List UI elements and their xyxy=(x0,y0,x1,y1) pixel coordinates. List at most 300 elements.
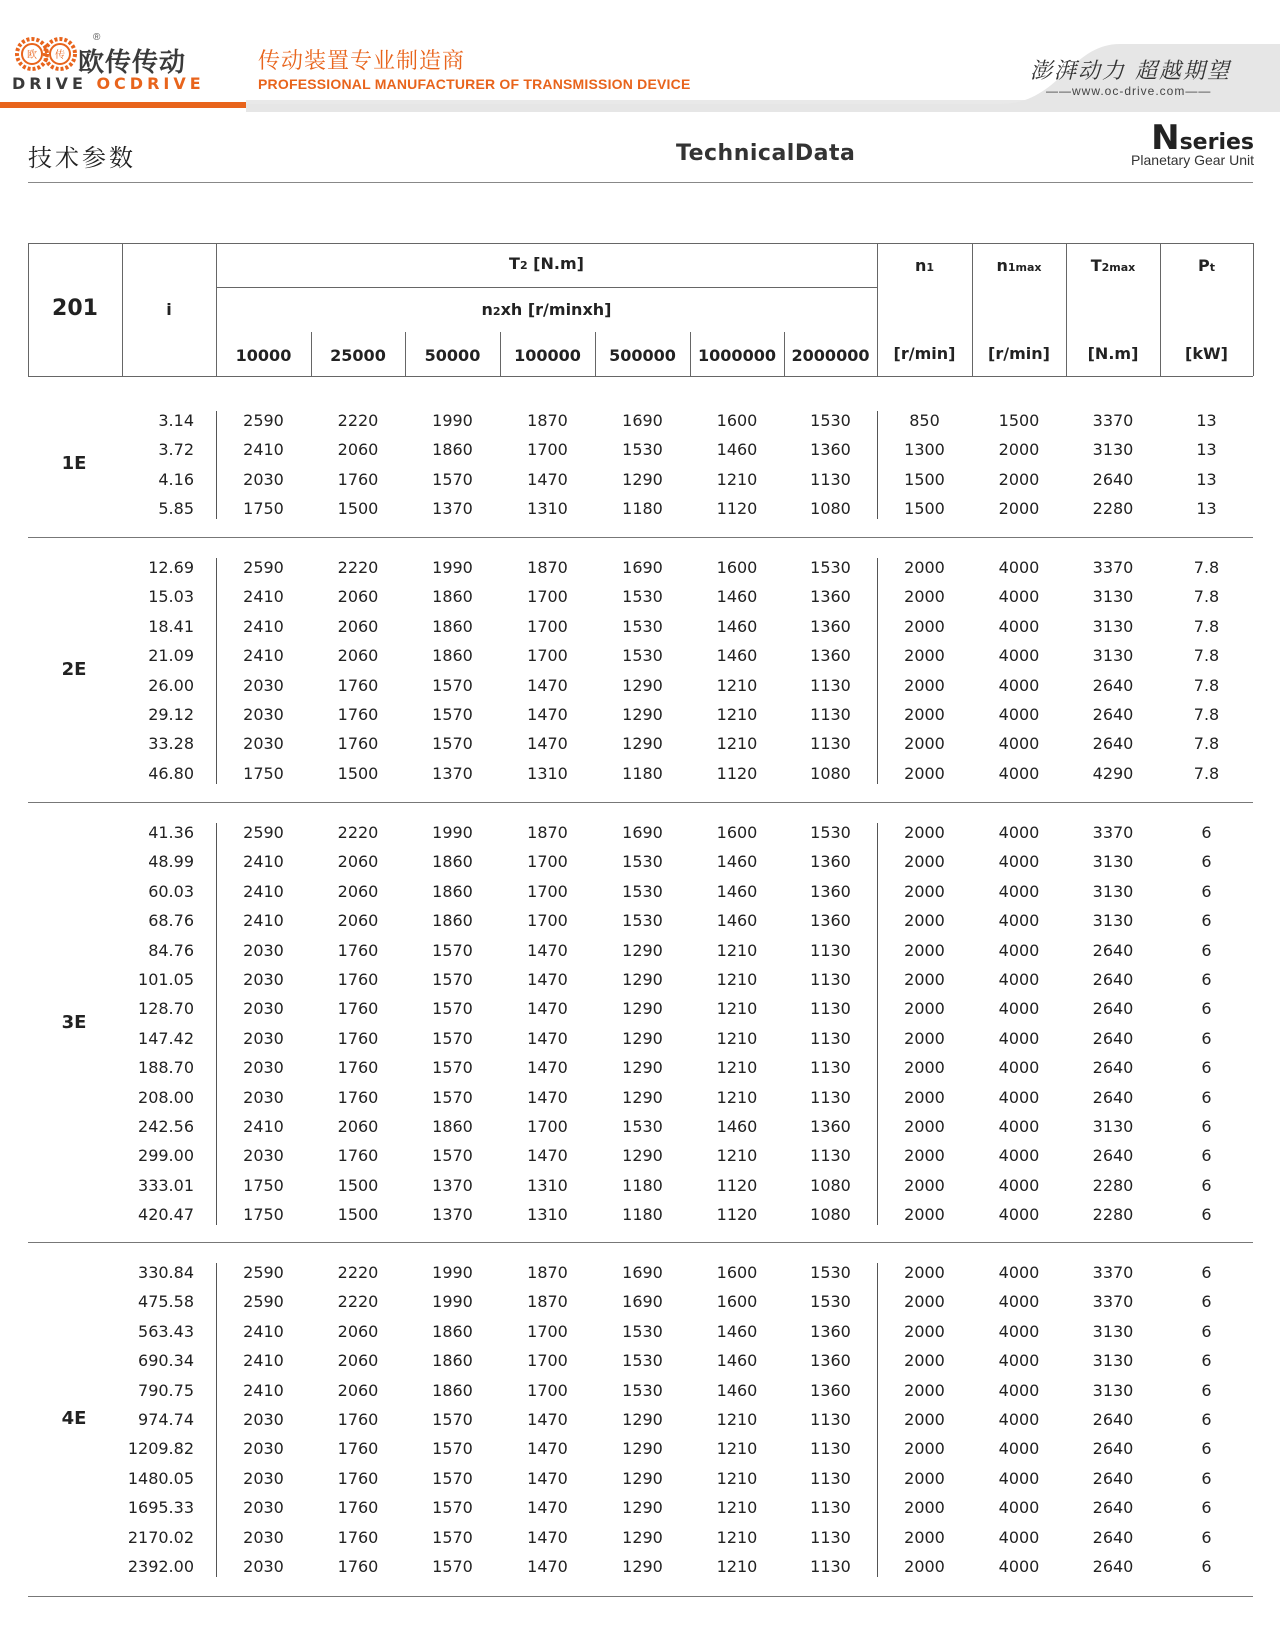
ratio-cell: 188.70 xyxy=(138,1058,194,1078)
value-cell: 2000 xyxy=(904,911,945,931)
logo-chinese-name: 欧传传动 xyxy=(78,48,187,78)
value-cell: 2060 xyxy=(337,587,379,607)
value-cell: 2000 xyxy=(904,705,945,724)
value-cell: 2000 xyxy=(904,1292,945,1312)
header-top-rule xyxy=(28,243,1253,244)
value-cell: 1130 xyxy=(810,469,851,489)
value-cell: 1130 xyxy=(810,1468,851,1488)
value-cell: 2640 xyxy=(1092,734,1134,754)
ratio-cell: 2392.00 xyxy=(127,1557,194,1576)
value-cell: 1600 xyxy=(716,558,758,577)
registered-mark: ® xyxy=(93,32,101,43)
logo-emblem-right: 传 xyxy=(55,50,65,61)
ratio-cell: 46.80 xyxy=(148,763,194,783)
value-cell: 1700 xyxy=(527,911,568,931)
value-cell: 1130 xyxy=(810,705,851,724)
value-cell: 1290 xyxy=(622,1527,663,1547)
value-cell: 2640 xyxy=(1092,999,1134,1019)
value-cell: 3130 xyxy=(1092,911,1134,931)
value-cell: 1990 xyxy=(432,1263,473,1282)
value-cell: 2410 xyxy=(243,587,284,607)
page-title-english: TechnicalData xyxy=(676,141,856,166)
value-cell: 3370 xyxy=(1092,823,1134,842)
ratio-cell: 420.47 xyxy=(138,1205,194,1225)
value-cell: 1470 xyxy=(527,469,568,489)
value-cell: 1570 xyxy=(432,999,473,1019)
value-cell: 1210 xyxy=(716,1439,758,1459)
right-col-unit: [r/min] xyxy=(893,344,956,363)
value-cell: 2000 xyxy=(904,1468,945,1488)
value-cell: 2030 xyxy=(243,1527,284,1547)
value-cell: 2000 xyxy=(904,1439,945,1459)
value-cell: 1130 xyxy=(810,999,851,1019)
value-cell: 1290 xyxy=(622,1410,663,1429)
value-cell: 1760 xyxy=(337,1527,379,1547)
value-cell: 1210 xyxy=(716,1557,758,1576)
hours-header: 100000 xyxy=(514,346,581,365)
hours-header: 1000000 xyxy=(698,346,776,365)
tagline-chinese: 传动装置专业制造商 xyxy=(258,49,466,74)
value-cell: 1700 xyxy=(527,1351,568,1371)
value-cell: 1470 xyxy=(527,1410,568,1429)
value-cell: 1570 xyxy=(432,970,473,989)
website-url[interactable]: www.oc-drive.com xyxy=(1072,84,1186,98)
right-col-unit: [N.m] xyxy=(1087,344,1139,363)
header-symbol: P xyxy=(1198,256,1210,275)
value-cell: 850 xyxy=(909,411,940,430)
value-cell: 4000 xyxy=(998,1557,1040,1576)
value-cell: 1690 xyxy=(622,1292,663,1312)
value-cell: 1750 xyxy=(243,1175,284,1195)
right-col-unit: [r/min] xyxy=(988,344,1050,363)
value-cell: 4000 xyxy=(998,852,1040,872)
value-cell: 6 xyxy=(1201,1527,1212,1547)
life-speed-header xyxy=(216,300,877,319)
value-cell: 2280 xyxy=(1092,1175,1134,1195)
value-cell: 1470 xyxy=(527,999,568,1019)
value-cell: 3130 xyxy=(1092,881,1134,901)
value-cell: 1210 xyxy=(716,1028,758,1048)
torque-symbol: T xyxy=(509,254,520,273)
ratio-cell: 68.76 xyxy=(148,911,194,931)
value-cell: 1530 xyxy=(810,558,851,577)
value-cell: 7.8 xyxy=(1193,763,1220,783)
value-cell: 2060 xyxy=(337,852,379,872)
value-cell: 1760 xyxy=(337,705,379,724)
value-cell: 1760 xyxy=(337,734,379,754)
value-cell: 2030 xyxy=(243,469,284,489)
value-cell: 7.8 xyxy=(1193,616,1220,636)
value-cell: 1290 xyxy=(622,469,663,489)
value-cell: 4000 xyxy=(998,705,1040,724)
value-cell: 4000 xyxy=(998,911,1040,931)
value-cell: 2000 xyxy=(998,499,1040,519)
value-cell: 1570 xyxy=(432,1410,473,1429)
value-cell: 1860 xyxy=(432,440,473,460)
header-symbol: n xyxy=(996,256,1008,275)
value-cell: 1500 xyxy=(337,499,379,519)
value-cell: 1120 xyxy=(716,1175,758,1195)
value-cell: 6 xyxy=(1201,852,1212,872)
value-cell: 1760 xyxy=(337,970,379,989)
value-cell: 2030 xyxy=(243,1468,284,1488)
value-cell: 6 xyxy=(1201,1351,1212,1371)
value-cell: 1210 xyxy=(716,675,758,695)
value-cell: 1310 xyxy=(527,763,568,783)
value-cell: 1600 xyxy=(716,1292,758,1312)
value-cell: 1600 xyxy=(716,823,758,842)
value-cell: 1130 xyxy=(810,1439,851,1459)
value-cell: 1290 xyxy=(622,1439,663,1459)
value-cell: 1370 xyxy=(432,499,473,519)
value-cell: 1500 xyxy=(904,469,945,489)
value-cell: 2410 xyxy=(243,1351,284,1371)
value-cell: 1530 xyxy=(622,911,663,931)
value-cell: 2220 xyxy=(337,1263,379,1282)
value-cell: 2410 xyxy=(243,852,284,872)
value-cell: 1570 xyxy=(432,734,473,754)
value-cell: 1470 xyxy=(527,970,568,989)
value-cell: 4000 xyxy=(998,1292,1040,1312)
group-label: 3E xyxy=(61,1012,87,1034)
value-cell: 3130 xyxy=(1092,440,1134,460)
value-cell: 1460 xyxy=(716,1380,758,1400)
value-cell: 1360 xyxy=(810,911,851,931)
value-cell: 3130 xyxy=(1092,587,1134,607)
group-label: 2E xyxy=(61,658,87,680)
value-cell: 2640 xyxy=(1092,1028,1134,1048)
value-cell: 1180 xyxy=(622,499,663,519)
header-subscript: 2max xyxy=(1101,261,1136,274)
table-bottom-rule xyxy=(28,1596,1253,1597)
value-cell: 2000 xyxy=(904,1175,945,1195)
header-subscript: 1max xyxy=(1007,261,1042,274)
value-cell: 6 xyxy=(1201,1175,1212,1195)
value-cell: 1760 xyxy=(337,1087,379,1107)
value-cell: 4000 xyxy=(998,734,1040,754)
value-cell: 1530 xyxy=(622,616,663,636)
website-link[interactable]: ——www.oc-drive.com—— xyxy=(1046,84,1212,98)
group-separator xyxy=(28,1242,1253,1243)
value-cell: 2030 xyxy=(243,705,284,724)
value-cell: 1290 xyxy=(622,1498,663,1518)
value-cell: 1460 xyxy=(716,587,758,607)
value-cell: 1210 xyxy=(716,469,758,489)
value-cell: 2640 xyxy=(1092,1146,1134,1166)
value-cell: 1530 xyxy=(622,646,663,666)
value-cell: 7.8 xyxy=(1193,675,1220,695)
value-cell: 1290 xyxy=(622,1557,663,1576)
value-cell: 4000 xyxy=(998,1058,1040,1078)
value-cell: 2640 xyxy=(1092,970,1134,989)
value-cell: 1180 xyxy=(622,763,663,783)
value-cell: 6 xyxy=(1201,1468,1212,1488)
header-symbol: n xyxy=(914,256,927,275)
value-cell: 2000 xyxy=(904,1380,945,1400)
value-cell: 6 xyxy=(1201,1557,1212,1576)
value-cell: 1080 xyxy=(810,1175,851,1195)
value-cell: 1760 xyxy=(337,675,379,695)
value-cell: 1530 xyxy=(622,440,663,460)
value-cell: 4000 xyxy=(998,587,1040,607)
value-cell: 1750 xyxy=(243,763,284,783)
value-cell: 4000 xyxy=(998,1175,1040,1195)
value-cell: 1360 xyxy=(810,1380,851,1400)
value-cell: 2000 xyxy=(904,823,945,842)
value-cell: 1570 xyxy=(432,1058,473,1078)
torque-unit: [N.m] xyxy=(527,254,584,273)
value-cell: 1210 xyxy=(716,1527,758,1547)
ratio-cell: 299.00 xyxy=(138,1146,194,1166)
value-cell: 2000 xyxy=(904,852,945,872)
value-cell: 2000 xyxy=(904,646,945,666)
value-cell: 1360 xyxy=(810,587,851,607)
value-cell: 7.8 xyxy=(1193,646,1220,666)
logo-en-drive: DRIVE xyxy=(12,74,87,93)
value-cell: 6 xyxy=(1201,1058,1212,1078)
value-cell: 2000 xyxy=(904,1263,945,1282)
value-cell: 2640 xyxy=(1092,675,1134,695)
group-label: 1E xyxy=(61,453,87,475)
hours-header: 10000 xyxy=(235,346,292,365)
ratio-cell: 60.03 xyxy=(148,881,194,901)
value-cell: 1130 xyxy=(810,970,851,989)
value-cell: 2640 xyxy=(1092,705,1134,724)
ratio-cell: 563.43 xyxy=(138,1321,194,1341)
value-cell: 2410 xyxy=(243,881,284,901)
value-cell: 2030 xyxy=(243,1087,284,1107)
value-cell: 2000 xyxy=(904,1117,945,1136)
group-label: 4E xyxy=(61,1408,87,1429)
value-cell: 1500 xyxy=(904,499,945,519)
value-cell: 4000 xyxy=(998,1410,1040,1429)
value-cell: 2280 xyxy=(1092,499,1134,519)
value-cell: 2000 xyxy=(904,1321,945,1341)
value-cell: 1210 xyxy=(716,1087,758,1107)
value-cell: 2060 xyxy=(337,1351,379,1371)
logo-emblem-left: 欧 xyxy=(27,50,37,61)
value-cell: 1530 xyxy=(622,852,663,872)
value-cell: 2590 xyxy=(243,823,284,842)
value-cell: 1530 xyxy=(622,1380,663,1400)
value-cell: 4000 xyxy=(998,1468,1040,1488)
ratio-cell: 26.00 xyxy=(148,675,194,695)
value-cell: 2000 xyxy=(904,1527,945,1547)
ratio-cell: 128.70 xyxy=(138,999,194,1019)
value-cell: 1290 xyxy=(622,1146,663,1166)
value-cell: 2000 xyxy=(998,469,1040,489)
value-cell: 2030 xyxy=(243,940,284,960)
value-cell: 6 xyxy=(1201,1117,1212,1136)
value-cell: 2640 xyxy=(1092,1087,1134,1107)
value-cell: 1290 xyxy=(622,940,663,960)
value-cell: 3130 xyxy=(1092,852,1134,872)
series-word: series xyxy=(1179,130,1254,155)
value-cell: 1080 xyxy=(810,1205,851,1225)
value-cell: 2030 xyxy=(243,1557,284,1576)
value-cell: 2220 xyxy=(337,558,379,577)
value-cell: 1570 xyxy=(432,1468,473,1488)
value-cell: 6 xyxy=(1201,1292,1212,1312)
value-cell: 2640 xyxy=(1092,1058,1134,1078)
value-cell: 6 xyxy=(1201,1028,1212,1048)
ratio-cell: 48.99 xyxy=(148,852,194,872)
value-cell: 2640 xyxy=(1092,940,1134,960)
value-cell: 1360 xyxy=(810,616,851,636)
value-cell: 1470 xyxy=(527,734,568,754)
value-cell: 1210 xyxy=(716,705,758,724)
series-letter: N xyxy=(1151,118,1180,158)
value-cell: 1460 xyxy=(716,911,758,931)
value-cell: 1530 xyxy=(622,1117,663,1136)
value-cell: 1860 xyxy=(432,1117,473,1136)
ratio-cell: 1695.33 xyxy=(127,1498,194,1518)
value-cell: 1760 xyxy=(337,1557,379,1576)
value-cell: 1990 xyxy=(432,823,473,842)
value-cell: 2640 xyxy=(1092,1527,1134,1547)
value-cell: 4000 xyxy=(998,1527,1040,1547)
value-cell: 3370 xyxy=(1092,1292,1134,1312)
value-cell: 4000 xyxy=(998,1380,1040,1400)
header-subscript: 1 xyxy=(926,261,935,274)
value-cell: 2060 xyxy=(337,646,379,666)
value-cell: 2410 xyxy=(243,646,284,666)
value-cell: 1530 xyxy=(622,587,663,607)
value-cell: 2060 xyxy=(337,911,379,931)
ratio-cell: 12.69 xyxy=(148,558,194,577)
value-cell: 3130 xyxy=(1092,1321,1134,1341)
ratio-cell: 18.41 xyxy=(148,616,194,636)
value-cell: 1700 xyxy=(527,616,568,636)
value-cell: 6 xyxy=(1201,1498,1212,1518)
value-cell: 6 xyxy=(1201,1439,1212,1459)
value-cell: 1460 xyxy=(716,616,758,636)
value-cell: 6 xyxy=(1201,1263,1212,1282)
ratio-cell: 1480.05 xyxy=(127,1468,194,1488)
value-cell: 2410 xyxy=(243,616,284,636)
speed-unit: xh [r/minxh] xyxy=(500,300,612,319)
value-cell: 2000 xyxy=(904,970,945,989)
value-cell: 1470 xyxy=(527,1087,568,1107)
value-cell: 2000 xyxy=(904,1351,945,1371)
ratio-cell: 690.34 xyxy=(138,1351,194,1371)
value-cell: 1700 xyxy=(527,852,568,872)
value-cell: 1600 xyxy=(716,411,758,430)
value-cell: 2030 xyxy=(243,675,284,695)
value-cell: 1760 xyxy=(337,940,379,960)
value-cell: 1310 xyxy=(527,1205,568,1225)
value-cell: 4000 xyxy=(998,1439,1040,1459)
value-cell: 1570 xyxy=(432,1557,473,1576)
value-cell: 1700 xyxy=(527,646,568,666)
ratio-cell: 101.05 xyxy=(138,970,194,989)
value-cell: 2030 xyxy=(243,1410,284,1429)
value-cell: 2410 xyxy=(243,911,284,931)
value-cell: 1080 xyxy=(810,763,851,783)
value-cell: 2000 xyxy=(904,1087,945,1107)
value-cell: 6 xyxy=(1201,823,1212,842)
value-cell: 1130 xyxy=(810,1087,851,1107)
ratio-header: i xyxy=(166,300,172,319)
value-cell: 1570 xyxy=(432,469,473,489)
value-cell: 1470 xyxy=(527,1498,568,1518)
value-cell: 1290 xyxy=(622,1058,663,1078)
value-cell: 2640 xyxy=(1092,1468,1134,1488)
ratio-cell: 790.75 xyxy=(138,1380,194,1400)
value-cell: 4290 xyxy=(1092,763,1134,783)
value-cell: 1570 xyxy=(432,1498,473,1518)
value-cell: 1860 xyxy=(432,616,473,636)
value-cell: 1700 xyxy=(527,440,568,460)
value-cell: 4000 xyxy=(998,1146,1040,1166)
value-cell: 6 xyxy=(1201,1205,1212,1225)
value-cell: 1470 xyxy=(527,1028,568,1048)
ratio-cell: 475.58 xyxy=(138,1292,194,1312)
value-cell: 1860 xyxy=(432,1321,473,1341)
value-cell: 2000 xyxy=(904,763,945,783)
value-cell: 1460 xyxy=(716,1117,758,1136)
value-cell: 1460 xyxy=(716,852,758,872)
speed-symbol: n xyxy=(481,300,493,319)
value-cell: 1690 xyxy=(622,1263,663,1282)
right-col-header xyxy=(972,256,1066,275)
value-cell: 1130 xyxy=(810,1557,851,1576)
value-cell: 2640 xyxy=(1092,469,1134,489)
value-cell: 1290 xyxy=(622,1468,663,1488)
value-cell: 4000 xyxy=(998,940,1040,960)
value-cell: 1860 xyxy=(432,852,473,872)
value-cell: 4000 xyxy=(998,646,1040,666)
ratio-cell: 974.74 xyxy=(138,1410,194,1429)
value-cell: 1370 xyxy=(432,1175,473,1195)
ratio-cell: 33.28 xyxy=(148,734,194,754)
right-col-header xyxy=(1066,256,1160,275)
value-cell: 1990 xyxy=(432,558,473,577)
value-cell: 4000 xyxy=(998,1498,1040,1518)
ratio-cell: 41.36 xyxy=(148,823,194,842)
ratio-cell: 2170.02 xyxy=(127,1527,194,1547)
value-cell: 1360 xyxy=(810,1321,851,1341)
value-cell: 3370 xyxy=(1092,411,1134,430)
value-cell: 2640 xyxy=(1092,1410,1134,1429)
value-cell: 1130 xyxy=(810,1410,851,1429)
value-cell: 2000 xyxy=(904,1498,945,1518)
page-title-chinese: 技术参数 xyxy=(28,144,136,172)
value-cell: 6 xyxy=(1201,999,1212,1019)
value-cell: 1120 xyxy=(716,763,758,783)
value-cell: 1210 xyxy=(716,940,758,960)
value-cell: 1180 xyxy=(622,1175,663,1195)
header-inner-rule xyxy=(216,287,877,288)
value-cell: 1530 xyxy=(810,1263,851,1282)
value-cell: 2060 xyxy=(337,881,379,901)
value-cell: 2060 xyxy=(337,440,379,460)
value-cell: 7.8 xyxy=(1193,734,1220,754)
value-cell: 6 xyxy=(1201,1321,1212,1341)
value-cell: 3130 xyxy=(1092,646,1134,666)
value-cell: 1500 xyxy=(998,411,1040,430)
value-cell: 1500 xyxy=(337,763,379,783)
value-cell: 1700 xyxy=(527,1380,568,1400)
value-cell: 1870 xyxy=(527,1263,568,1282)
value-cell: 1570 xyxy=(432,705,473,724)
value-cell: 2000 xyxy=(904,675,945,695)
value-cell: 13 xyxy=(1196,440,1217,460)
value-cell: 4000 xyxy=(998,823,1040,842)
value-cell: 2410 xyxy=(243,1117,284,1136)
value-cell: 1130 xyxy=(810,1058,851,1078)
value-cell: 1470 xyxy=(527,675,568,695)
